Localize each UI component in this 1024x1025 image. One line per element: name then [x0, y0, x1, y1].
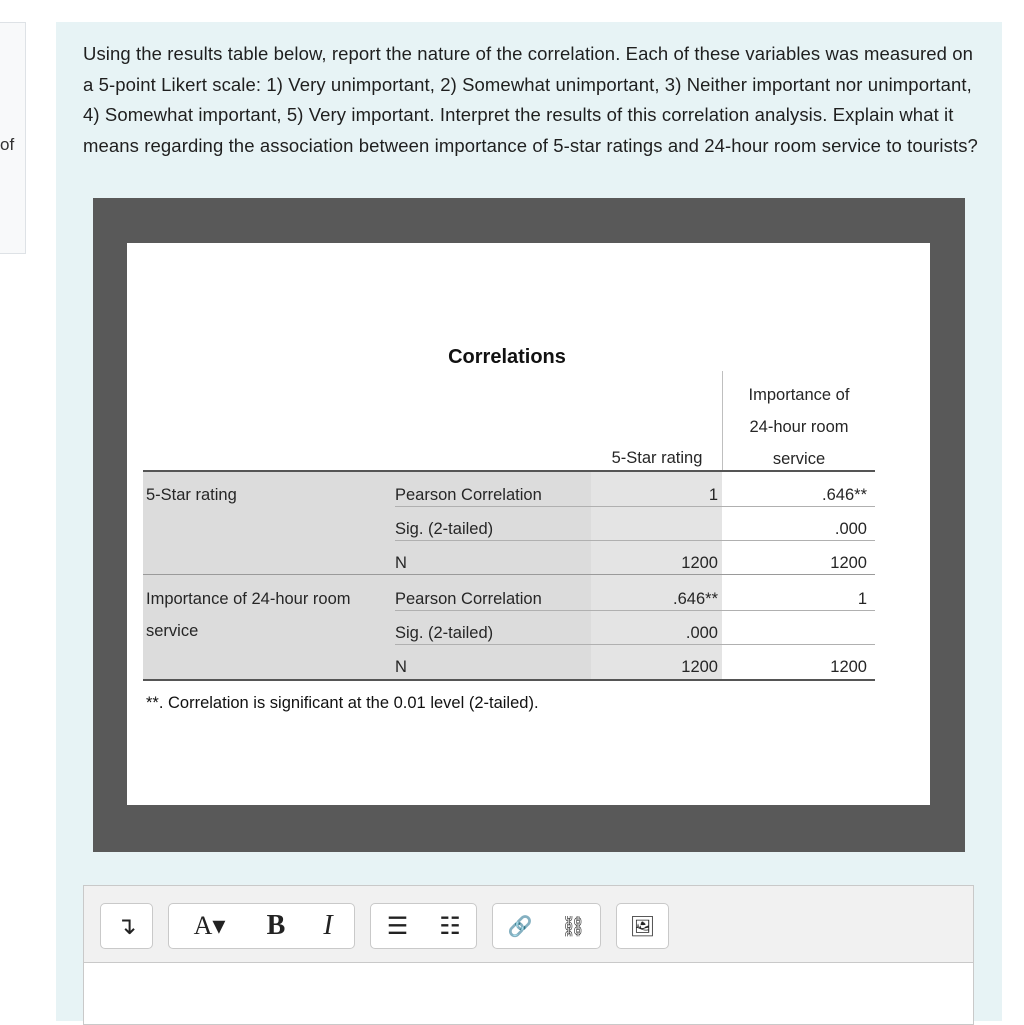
- column-header-line: Importance of: [748, 386, 850, 404]
- row-variable-room-service-cont: service: [146, 622, 199, 640]
- table-cell: 1200: [830, 554, 867, 572]
- row-variable-5-star-rating: 5-Star rating: [146, 486, 237, 504]
- table-cell: 1200: [681, 658, 718, 676]
- arrow-down-icon: ↴: [116, 913, 137, 940]
- table-title: Correlations: [448, 346, 566, 368]
- results-figure-frame: [93, 198, 965, 852]
- row-divider: [395, 610, 875, 611]
- font-color-icon: A▾: [193, 911, 226, 940]
- image-icon: 🖼: [629, 914, 656, 938]
- stat-label-sig: Sig. (2-tailed): [395, 624, 494, 642]
- unlink-button[interactable]: [547, 904, 600, 948]
- column-header-5-star-rating: 5-Star rating: [611, 449, 703, 467]
- stat-label-pearson: Pearson Correlation: [395, 590, 542, 608]
- table-cell: 1200: [681, 554, 718, 572]
- table-cell: .000: [685, 624, 718, 642]
- font-color-button[interactable]: [169, 904, 250, 948]
- toolbar-group-collapse: [100, 903, 153, 949]
- table-cell: 1: [857, 590, 867, 608]
- numbered-list-icon: ☷: [439, 912, 461, 940]
- answer-text-area[interactable]: [84, 964, 973, 1024]
- italic-button[interactable]: [302, 904, 354, 948]
- header-divider: [722, 371, 723, 471]
- bold-button[interactable]: [250, 904, 302, 948]
- ordered-list-button[interactable]: [424, 904, 476, 948]
- column-header-line: service: [772, 450, 826, 468]
- table-bottom-rule: [143, 679, 875, 681]
- bullet-list-icon: ☰: [386, 912, 409, 940]
- stat-label-n: N: [395, 658, 407, 676]
- unlink-icon: ⛓: [560, 914, 587, 938]
- link-icon: 🔗: [507, 914, 533, 938]
- correlations-table-image: [127, 243, 930, 805]
- group-divider: [143, 574, 875, 575]
- question-card: [56, 22, 1002, 1021]
- toolbar-group-links: [492, 903, 601, 949]
- link-button[interactable]: [493, 904, 547, 948]
- side-panel: [0, 22, 26, 254]
- unordered-list-button[interactable]: [371, 904, 424, 948]
- answer-editor: [83, 885, 974, 1025]
- row-divider: [395, 644, 875, 645]
- table-cell: .646**: [673, 590, 718, 608]
- stat-label-pearson: Pearson Correlation: [395, 486, 542, 504]
- collapse-toolbar-button[interactable]: [101, 904, 152, 948]
- question-text: Using the results table below, report the nature of the correlation. Each of these variables was measured on a 5-point Likert scale: 1) Very unimportant, 2) Somewhat unimportant, 3) Neither important nor unimportant, 4) Somewhat important, 5) Very important. Interpret the results of this correlation analysis. Explain what it means regarding the association between importance of 5-star ratings and 24-hour room service to tourists?: [83, 43, 978, 156]
- row-variable-room-service: Importance of 24-hour room: [146, 590, 351, 608]
- toolbar-group-lists: [370, 903, 477, 949]
- row-divider: [395, 540, 875, 541]
- toolbar-group-format: [168, 903, 355, 949]
- stat-label-sig: Sig. (2-tailed): [395, 520, 494, 538]
- side-panel-text-fragment: of: [0, 135, 15, 154]
- toolbar-group-media: [616, 903, 669, 949]
- table-cell: 1200: [830, 658, 867, 676]
- column-header-line: 24-hour room: [749, 418, 849, 436]
- table-cell: .646**: [822, 486, 867, 504]
- bold-icon: B: [266, 910, 286, 941]
- table-cell: 1: [708, 486, 718, 504]
- column-header-room-service: [725, 379, 873, 475]
- table-cell: .000: [834, 520, 867, 538]
- stat-label-n: N: [395, 554, 407, 572]
- italic-icon: I: [323, 910, 333, 941]
- table-footnote: **. Correlation is significant at the 0.01 level (2-tailed).: [146, 694, 539, 712]
- editor-toolbar: [84, 886, 973, 963]
- row-divider: [395, 506, 875, 507]
- image-button[interactable]: [617, 904, 668, 948]
